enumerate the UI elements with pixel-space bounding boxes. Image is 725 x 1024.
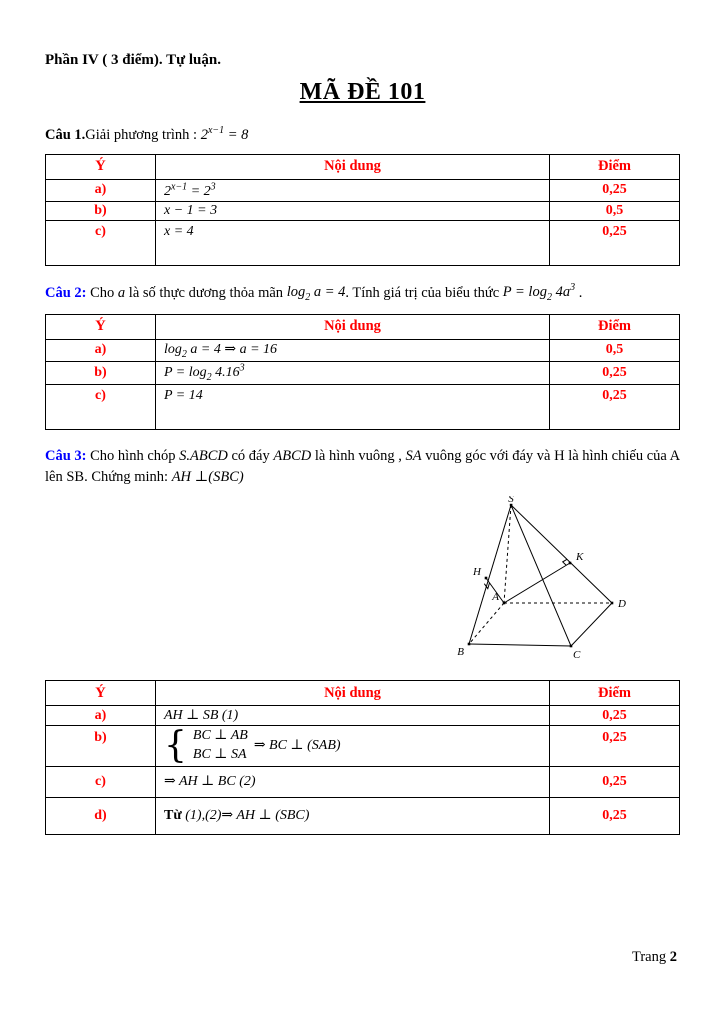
row-content: Từ (1),(2)⇒ AH ⊥ (SBC): [156, 797, 550, 834]
question-2-text: Cho: [86, 284, 118, 301]
row-label: a): [46, 179, 156, 201]
row-label: b): [46, 726, 156, 767]
vertex-label-s: S: [508, 496, 514, 505]
table-row: [46, 766, 680, 797]
question-2-text: là số thực dương thỏa mãn: [125, 284, 287, 301]
question-3-text: có đáy: [227, 447, 274, 464]
table-row: [46, 361, 680, 384]
question-2: [45, 282, 680, 306]
row-score: 0,25: [550, 766, 680, 797]
question-3-math-abcd: ABCD: [273, 447, 312, 464]
question-1-text: Giải phương trình :: [85, 126, 201, 143]
row-label: a): [46, 706, 156, 726]
row-content: x − 1 = 3: [156, 201, 550, 220]
row-score: 0,25: [550, 726, 680, 767]
vertex-label-k: K: [576, 551, 584, 563]
table-header-row: [46, 154, 680, 179]
question-3-text: là hình vuông ,: [311, 447, 406, 464]
question-3-math-sabcd: S.ABCD: [179, 447, 228, 464]
table-row: [46, 384, 680, 429]
table-row: [46, 179, 680, 201]
question-3: [45, 446, 680, 488]
question-1-math: $2^{x-1} = 8$: [200, 125, 249, 143]
pyramid-svg: [453, 496, 648, 666]
table-row: [46, 706, 680, 726]
vertex-label-h: H: [473, 566, 481, 578]
footer-label: Trang: [632, 949, 670, 965]
question-1-label: Câu 1.: [45, 126, 86, 143]
brace-left: {: [164, 724, 187, 766]
row-label: b): [46, 201, 156, 220]
answer-table-cau2: [45, 314, 680, 430]
row-content: x = 4: [156, 220, 550, 265]
vertex-label-b: B: [457, 646, 464, 658]
question-3-label: Câu 3:: [45, 447, 87, 464]
col-header-diem: Điểm: [550, 314, 680, 339]
answer-table-cau1: [45, 154, 680, 266]
col-header-noidung: Nội dung: [156, 681, 550, 706]
row-score: 0,5: [550, 339, 680, 361]
col-header-noidung: Nội dung: [156, 154, 550, 179]
pyramid-diagram: [45, 496, 680, 666]
row-content: $P = \log_2 4.16^3$: [156, 361, 550, 384]
question-3-text: Cho hình chóp: [86, 447, 180, 464]
row-label: a): [46, 339, 156, 361]
row-content: $\log_2 a = 4$ ⇒ a = 16: [156, 339, 550, 361]
equation-system: { BC ⊥ AB BC ⊥ SA ⇒ BC ⊥ (SAB): [164, 724, 341, 766]
question-2-math-p: $P = \log_2 4a^3$: [502, 282, 576, 304]
question-2-label: Câu 2:: [45, 284, 87, 301]
row-score: 0,25: [550, 706, 680, 726]
question-3-math-ah: AH ⊥(SBC): [171, 468, 244, 485]
question-2-text: . Tính giá trị của biểu thức: [345, 284, 503, 301]
row-label: c): [46, 384, 156, 429]
col-header-y: Ý: [46, 681, 156, 706]
row-score: 0,25: [550, 361, 680, 384]
col-header-y: Ý: [46, 314, 156, 339]
answer-table-cau3: [45, 680, 680, 835]
table-header-row: [46, 681, 680, 706]
table-header-row: [46, 314, 680, 339]
row-content: P = 14: [156, 384, 550, 429]
row-score: 0,25: [550, 220, 680, 265]
question-2-math-a: a: [117, 284, 126, 301]
table-row: [46, 797, 680, 834]
table-row: [46, 726, 680, 767]
table-row: [46, 220, 680, 265]
col-header-diem: Điểm: [550, 154, 680, 179]
question-1: [45, 124, 680, 146]
row-score: 0,5: [550, 201, 680, 220]
row-score: 0,25: [550, 179, 680, 201]
section-header: Phần IV ( 3 điểm). Tự luận.: [45, 52, 221, 68]
page-title: MÃ ĐỀ 101: [299, 79, 426, 105]
row-score: 0,25: [550, 797, 680, 834]
question-2-text: .: [575, 284, 583, 301]
row-label: c): [46, 766, 156, 797]
row-content: AH ⊥ SB (1): [156, 706, 550, 726]
page-footer: [632, 949, 677, 966]
question-3-text: vuông góc với đáy và H là hình chiếu của A lên SB. Chứng minh:: [45, 447, 680, 485]
row-label: d): [46, 797, 156, 834]
row-content: $2^{x-1} = 2^3$: [156, 179, 550, 201]
table-row: [46, 201, 680, 220]
row-label: c): [46, 220, 156, 265]
col-header-y: Ý: [46, 154, 156, 179]
question-2-math-log: $\log_2 a = 4$: [286, 284, 346, 304]
footer-page-number: 2: [669, 949, 677, 965]
row-content: [156, 726, 550, 767]
row-label: b): [46, 361, 156, 384]
vertex-label-c: C: [573, 649, 581, 661]
vertex-label-a: A: [492, 591, 499, 603]
question-3-math-sa: SA: [405, 447, 422, 464]
table-row: [46, 339, 680, 361]
col-header-noidung: Nội dung: [156, 314, 550, 339]
row-score: 0,25: [550, 384, 680, 429]
row-content: ⇒ AH ⊥ BC (2): [156, 766, 550, 797]
vertex-label-d: D: [618, 598, 626, 610]
col-header-diem: Điểm: [550, 681, 680, 706]
